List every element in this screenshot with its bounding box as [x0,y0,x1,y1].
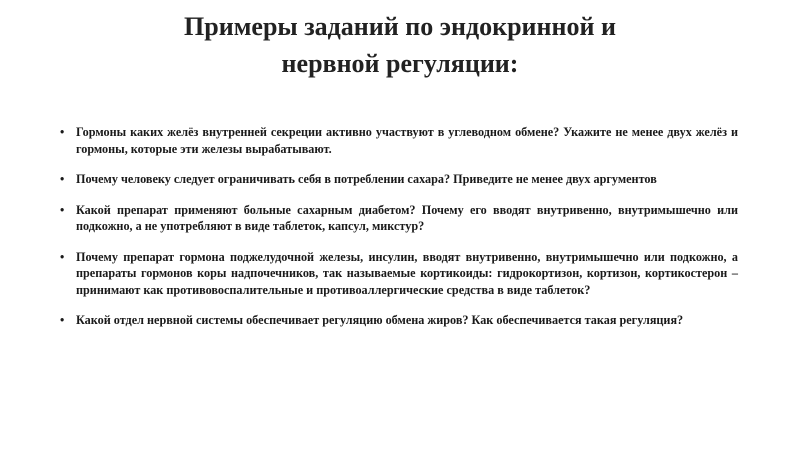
question-item-4: • Почему препарат гормона поджелудочной железы, инсулин, вводят внутривенно, внутримышечно или подкожно, а препараты гормонов коры надпочечников, так называемые кортикоиды: гидрокортизон, кортизон, кортикостерон – принимают как противовоспалительные и противоаллергические средства в виде таблеток? [58,249,738,299]
question-item-5: • Какой отдел нервной системы обеспечивает регуляцию обмена жиров? Как обеспечивается такая регуляция? [58,312,738,329]
slide-title-line-2: нервной регуляции: [281,49,519,78]
question-item-1: • Гормоны каких желёз внутренней секреции активно участвуют в углеводном обмене? Укажите не менее двух желёз и гормоны, которые эти железы вырабатывают. [58,124,738,157]
slide-title [100,8,700,82]
slide-title-line-1: Примеры заданий по эндокринной и [184,12,616,41]
question-item-2: • Почему человеку следует ограничивать себя в потреблении сахара? Приведите не менее двух аргументов [58,171,738,188]
question-list [58,124,738,343]
question-item-3: • Какой препарат применяют больные сахарным диабетом? Почему его вводят внутривенно, внутримышечно или подкожно, а не употребляют в виде таблеток, капсул, микстур? [58,202,738,235]
